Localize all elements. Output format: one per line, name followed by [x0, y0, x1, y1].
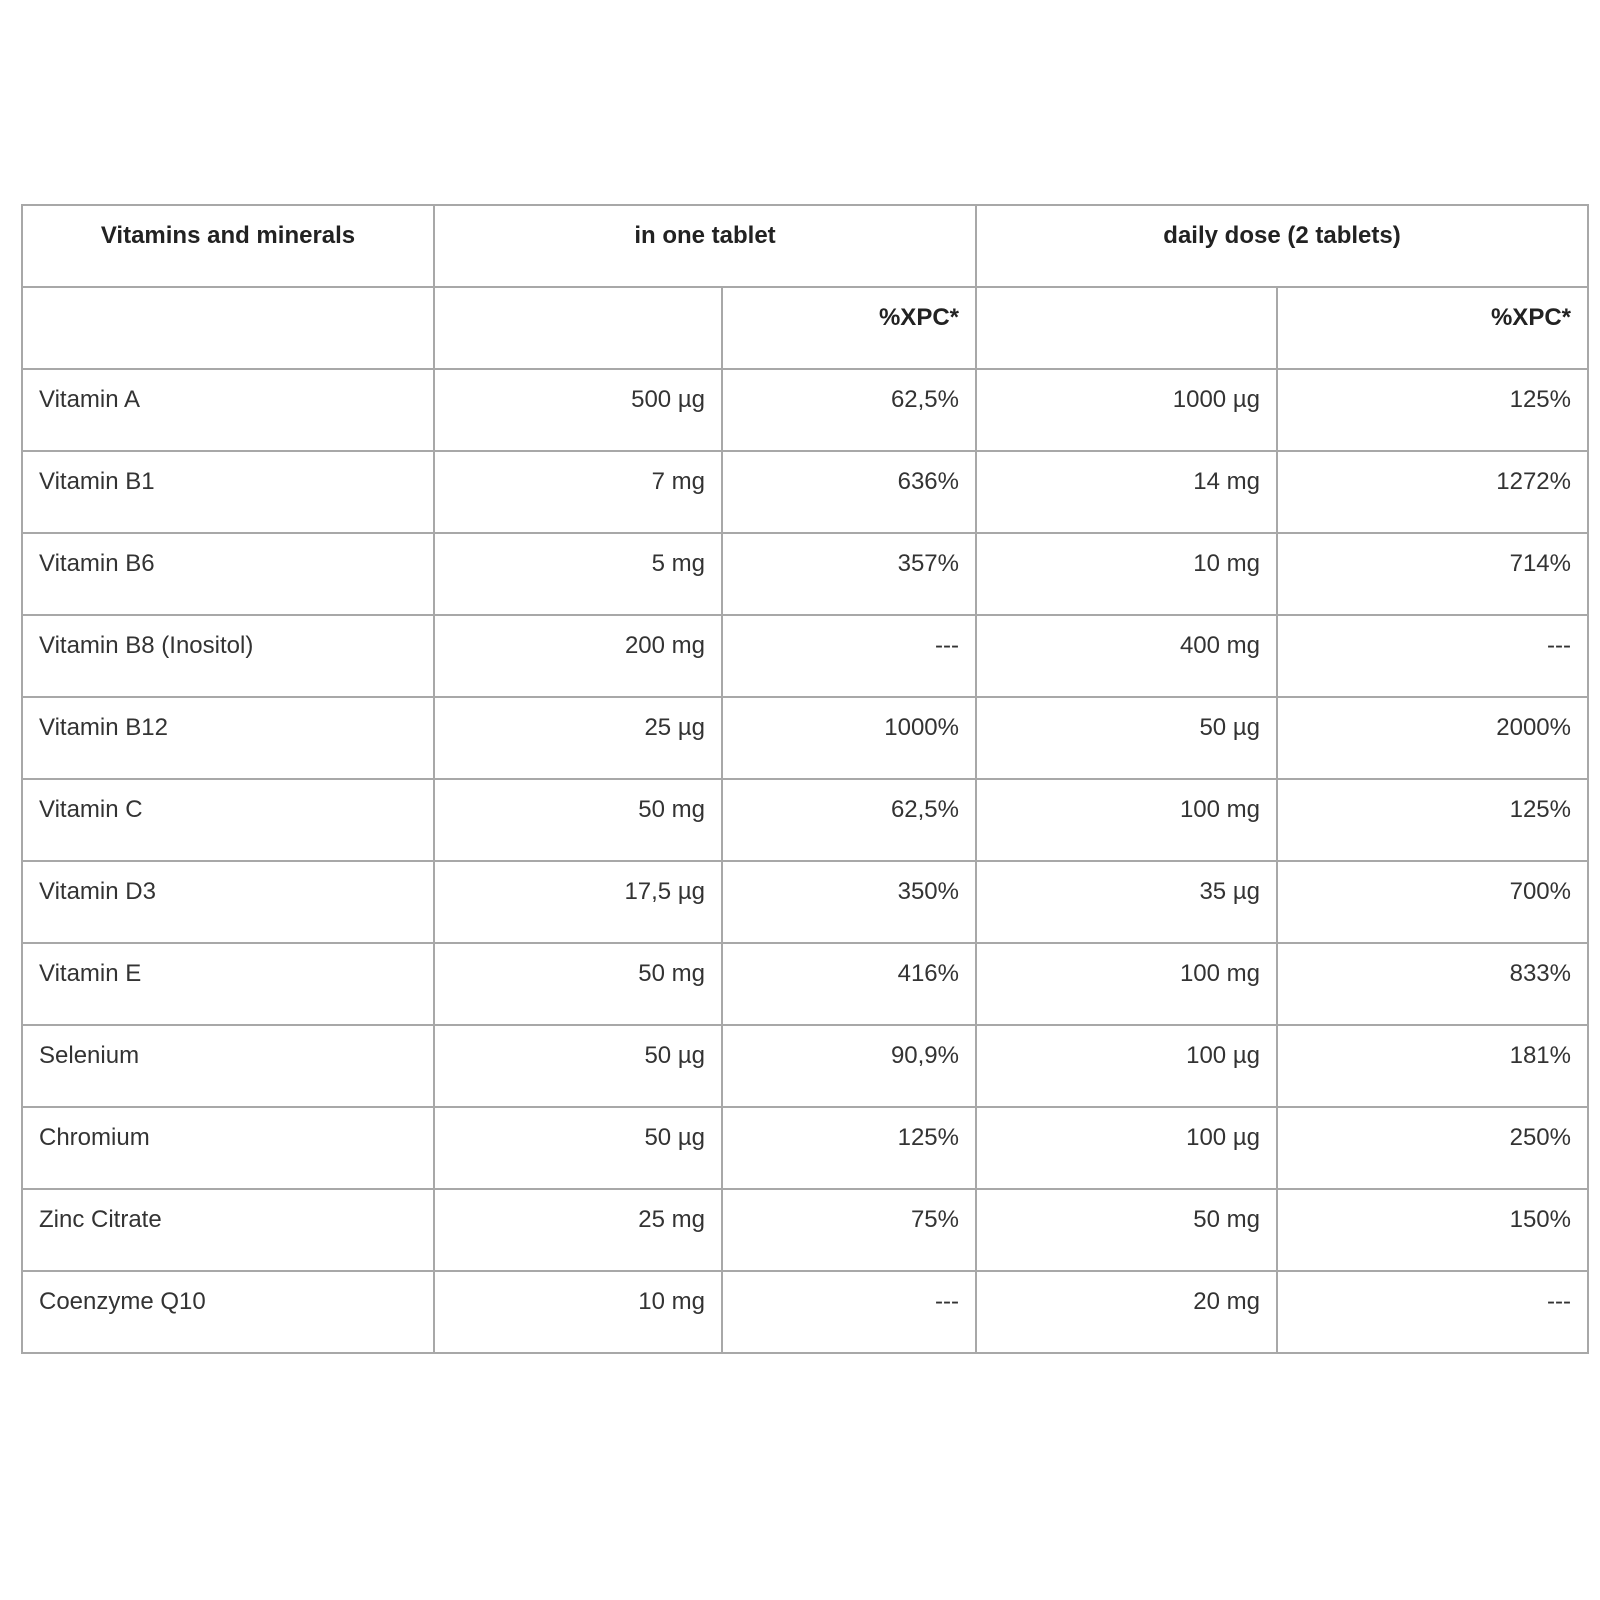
- nutrition-table: [21, 204, 1589, 1354]
- tablet-pct-cell: ---: [722, 1271, 976, 1353]
- table-row: [22, 451, 1588, 533]
- daily-amount-cell: 35 µg: [976, 861, 1277, 943]
- nutrient-name-cell: Coenzyme Q10: [22, 1271, 434, 1353]
- daily-pct-cell: 700%: [1277, 861, 1588, 943]
- subheader-daily-pct: %XPC*: [1277, 287, 1588, 369]
- nutrient-name-cell: Vitamin E: [22, 943, 434, 1025]
- table-row: [22, 1189, 1588, 1271]
- table-row: [22, 1271, 1588, 1353]
- daily-amount-cell: 1000 µg: [976, 369, 1277, 451]
- table-row: [22, 697, 1588, 779]
- nutrient-name-cell: Vitamin C: [22, 779, 434, 861]
- table-row: [22, 779, 1588, 861]
- header-daily-dose: daily dose (2 tablets): [976, 205, 1588, 287]
- table-body: [22, 205, 1588, 1353]
- tablet-pct-cell: 90,9%: [722, 1025, 976, 1107]
- daily-amount-cell: 400 mg: [976, 615, 1277, 697]
- daily-amount-cell: 10 mg: [976, 533, 1277, 615]
- tablet-pct-cell: 125%: [722, 1107, 976, 1189]
- tablet-amount-cell: 50 mg: [434, 779, 722, 861]
- table-row: [22, 943, 1588, 1025]
- daily-pct-cell: 1272%: [1277, 451, 1588, 533]
- tablet-pct-cell: 75%: [722, 1189, 976, 1271]
- daily-amount-cell: 100 µg: [976, 1025, 1277, 1107]
- daily-pct-cell: 181%: [1277, 1025, 1588, 1107]
- tablet-pct-cell: ---: [722, 615, 976, 697]
- daily-amount-cell: 50 mg: [976, 1189, 1277, 1271]
- daily-pct-cell: 833%: [1277, 943, 1588, 1025]
- nutrient-name-cell: Vitamin B6: [22, 533, 434, 615]
- tablet-amount-cell: 50 µg: [434, 1107, 722, 1189]
- nutrient-name-cell: Vitamin B8 (Inositol): [22, 615, 434, 697]
- tablet-amount-cell: 17,5 µg: [434, 861, 722, 943]
- tablet-amount-cell: 7 mg: [434, 451, 722, 533]
- daily-amount-cell: 100 µg: [976, 1107, 1277, 1189]
- tablet-amount-cell: 10 mg: [434, 1271, 722, 1353]
- daily-pct-cell: 714%: [1277, 533, 1588, 615]
- daily-amount-cell: 50 µg: [976, 697, 1277, 779]
- subheader-tablet-pct: %XPC*: [722, 287, 976, 369]
- nutrient-name-cell: Vitamin A: [22, 369, 434, 451]
- table-row: [22, 615, 1588, 697]
- subheader-empty-cell: [22, 287, 434, 369]
- header-vitamins-and-minerals: Vitamins and minerals: [22, 205, 434, 287]
- tablet-amount-cell: 25 µg: [434, 697, 722, 779]
- tablet-pct-cell: 416%: [722, 943, 976, 1025]
- daily-pct-cell: 125%: [1277, 369, 1588, 451]
- tablet-pct-cell: 350%: [722, 861, 976, 943]
- daily-pct-cell: 150%: [1277, 1189, 1588, 1271]
- daily-amount-cell: 14 mg: [976, 451, 1277, 533]
- daily-pct-cell: ---: [1277, 615, 1588, 697]
- daily-amount-cell: 100 mg: [976, 943, 1277, 1025]
- tablet-pct-cell: 636%: [722, 451, 976, 533]
- tablet-pct-cell: 1000%: [722, 697, 976, 779]
- daily-pct-cell: 2000%: [1277, 697, 1588, 779]
- nutrient-name-cell: Selenium: [22, 1025, 434, 1107]
- tablet-amount-cell: 200 mg: [434, 615, 722, 697]
- tablet-amount-cell: 50 mg: [434, 943, 722, 1025]
- nutrient-name-cell: Zinc Citrate: [22, 1189, 434, 1271]
- table-row: [22, 1107, 1588, 1189]
- nutrient-name-cell: Vitamin D3: [22, 861, 434, 943]
- tablet-amount-cell: 25 mg: [434, 1189, 722, 1271]
- table-row: [22, 533, 1588, 615]
- tablet-amount-cell: 5 mg: [434, 533, 722, 615]
- table-row: [22, 861, 1588, 943]
- tablet-pct-cell: 62,5%: [722, 779, 976, 861]
- header-row: [22, 205, 1588, 287]
- table-row: [22, 369, 1588, 451]
- tablet-amount-cell: 500 µg: [434, 369, 722, 451]
- nutrient-name-cell: Chromium: [22, 1107, 434, 1189]
- subheader-row: [22, 287, 1588, 369]
- nutrient-name-cell: Vitamin B1: [22, 451, 434, 533]
- daily-pct-cell: 125%: [1277, 779, 1588, 861]
- daily-amount-cell: 100 mg: [976, 779, 1277, 861]
- daily-pct-cell: 250%: [1277, 1107, 1588, 1189]
- subheader-daily-amount: [976, 287, 1277, 369]
- tablet-pct-cell: 62,5%: [722, 369, 976, 451]
- daily-amount-cell: 20 mg: [976, 1271, 1277, 1353]
- header-in-one-tablet: in one tablet: [434, 205, 976, 287]
- daily-pct-cell: ---: [1277, 1271, 1588, 1353]
- tablet-pct-cell: 357%: [722, 533, 976, 615]
- tablet-amount-cell: 50 µg: [434, 1025, 722, 1107]
- table-row: [22, 1025, 1588, 1107]
- subheader-tablet-amount: [434, 287, 722, 369]
- nutrient-name-cell: Vitamin B12: [22, 697, 434, 779]
